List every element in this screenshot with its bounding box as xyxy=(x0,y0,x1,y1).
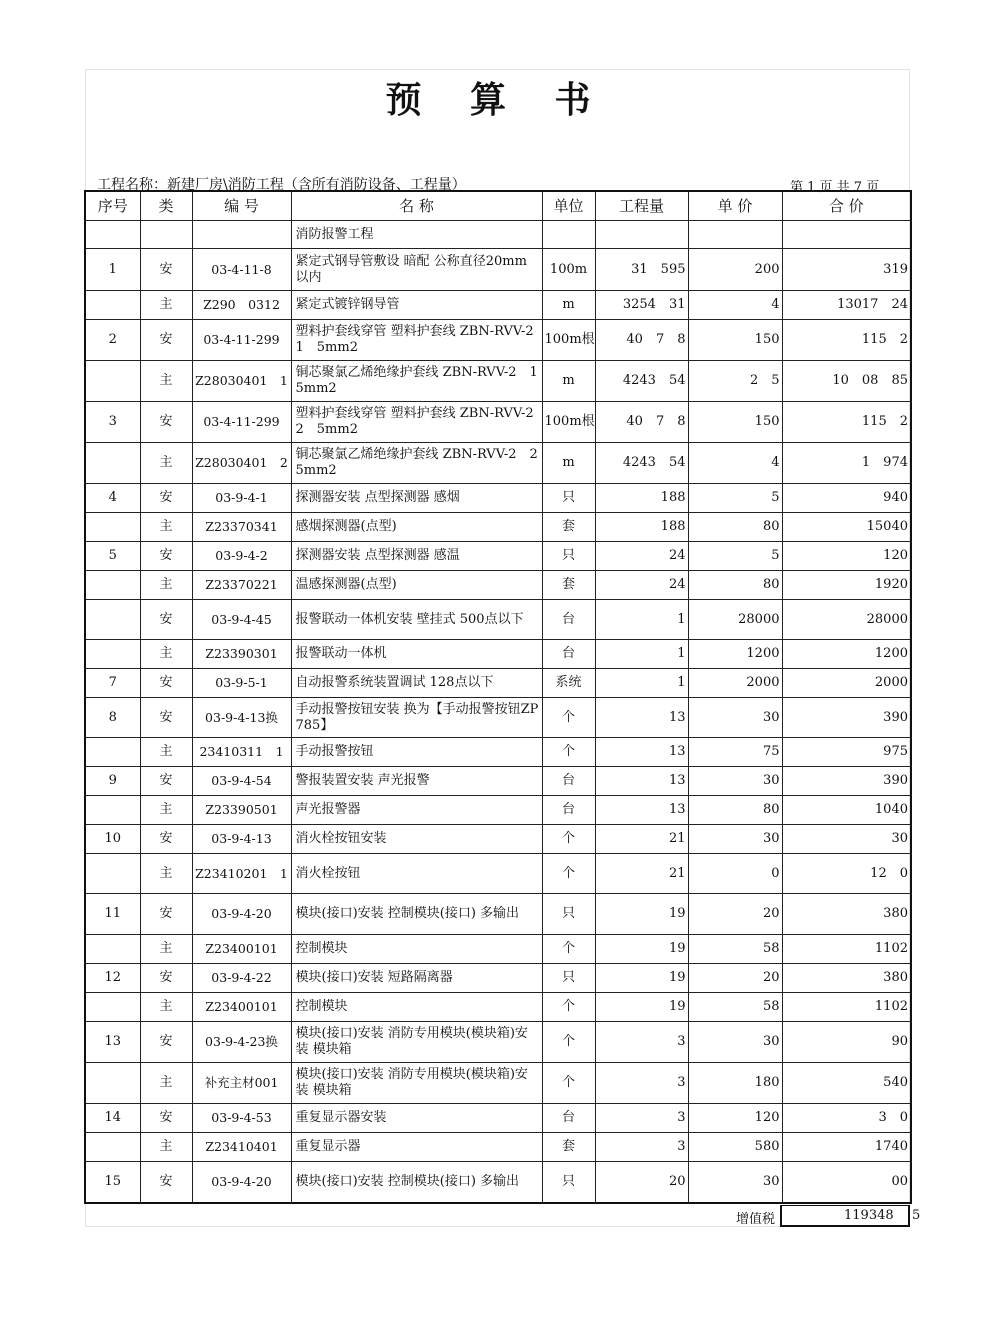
cell-code: Z23390501 xyxy=(192,796,291,825)
cell-price: 1200 xyxy=(688,640,782,669)
cell-no: 8 xyxy=(85,698,140,738)
cell-code: 03-9-4-53 xyxy=(192,1104,291,1133)
cell-name: 铜芯聚氯乙烯绝缘护套线 ZBN-RVV-2 1 5mm2 xyxy=(291,361,542,402)
cell-qty: 24 xyxy=(595,542,688,571)
table-row xyxy=(85,640,911,669)
header-type: 类 xyxy=(140,191,192,221)
cell-total: 1740 xyxy=(782,1133,911,1162)
cell-unit: 系统 xyxy=(542,669,595,698)
cell-price: 28000 xyxy=(688,600,782,640)
cell-code: 03-9-4-45 xyxy=(192,600,291,640)
cell-type: 主 xyxy=(140,935,192,964)
cell-total: 390 xyxy=(782,767,911,796)
cell-qty: 4243 54 xyxy=(595,443,688,484)
cell-price: 4 xyxy=(688,443,782,484)
cell-price xyxy=(688,221,782,249)
document-title: 预 算 书 xyxy=(385,80,609,121)
cell-type xyxy=(140,221,192,249)
cell-type: 安 xyxy=(140,1022,192,1063)
cell-total: 115 2 xyxy=(782,320,911,361)
cell-code: Z28030401 2 xyxy=(192,443,291,484)
cell-unit: 只 xyxy=(542,964,595,993)
cell-code: Z28030401 1 xyxy=(192,361,291,402)
cell-no: 11 xyxy=(85,894,140,935)
cell-code: 03-9-4-23换 xyxy=(192,1022,291,1063)
cell-unit: 个 xyxy=(542,993,595,1022)
cell-qty: 188 xyxy=(595,484,688,513)
cell-unit: 台 xyxy=(542,640,595,669)
cell-price: 30 xyxy=(688,767,782,796)
cell-price: 20 xyxy=(688,894,782,935)
cell-type: 安 xyxy=(140,402,192,443)
cell-unit: 个 xyxy=(542,854,595,894)
cell-no xyxy=(85,1063,140,1104)
page-info: 第 1 页 共 7 页 xyxy=(790,180,880,195)
cell-price: 30 xyxy=(688,825,782,854)
cell-unit: 100m根 xyxy=(542,320,595,361)
cell-type: 主 xyxy=(140,361,192,402)
cell-no: 13 xyxy=(85,1022,140,1063)
table-row xyxy=(85,320,911,361)
cell-price: 150 xyxy=(688,320,782,361)
tax-row xyxy=(84,1205,921,1227)
cell-qty: 13 xyxy=(595,698,688,738)
cell-price: 4 xyxy=(688,291,782,320)
cell-type: 主 xyxy=(140,1063,192,1104)
cell-total: 00 xyxy=(782,1162,911,1203)
cell-total: 12 0 xyxy=(782,854,911,894)
cell-name: 控制模块 xyxy=(291,935,542,964)
table-row xyxy=(85,600,911,640)
cell-no xyxy=(85,443,140,484)
cell-no: 7 xyxy=(85,669,140,698)
cell-qty: 19 xyxy=(595,894,688,935)
cell-name: 手动报警按钮 xyxy=(291,738,542,767)
cell-qty: 24 xyxy=(595,571,688,600)
table-row xyxy=(85,1133,911,1162)
cell-unit: 个 xyxy=(542,935,595,964)
cell-qty: 40 7 8 xyxy=(595,320,688,361)
cell-type: 安 xyxy=(140,320,192,361)
cell-type: 主 xyxy=(140,993,192,1022)
cell-price: 58 xyxy=(688,935,782,964)
table-row xyxy=(85,1063,911,1104)
cell-qty: 13 xyxy=(595,796,688,825)
cell-unit: 个 xyxy=(542,698,595,738)
cell-no: 15 xyxy=(85,1162,140,1203)
cell-no xyxy=(85,291,140,320)
cell-price: 580 xyxy=(688,1133,782,1162)
tax-extra: 5 xyxy=(912,1208,921,1223)
cell-code: Z23390301 xyxy=(192,640,291,669)
cell-code: Z23410201 1 xyxy=(192,854,291,894)
cell-code: Z290 0312 xyxy=(192,291,291,320)
header-price: 单 价 xyxy=(688,191,782,221)
cell-price: 150 xyxy=(688,402,782,443)
cell-name: 塑料护套线穿管 塑料护套线 ZBN-RVV-2 2 5mm2 xyxy=(291,402,542,443)
cell-price: 120 xyxy=(688,1104,782,1133)
table-row xyxy=(85,1104,911,1133)
cell-qty: 19 xyxy=(595,993,688,1022)
cell-type: 主 xyxy=(140,571,192,600)
cell-qty: 13 xyxy=(595,738,688,767)
cell-unit: 个 xyxy=(542,1022,595,1063)
cell-total: 10 08 85 xyxy=(782,361,911,402)
cell-total: 90 xyxy=(782,1022,911,1063)
cell-unit: 台 xyxy=(542,796,595,825)
cell-name: 模块(接口)安装 控制模块(接口) 多输出 xyxy=(291,1162,542,1203)
table-row xyxy=(85,221,911,249)
cell-code: 03-9-4-20 xyxy=(192,1162,291,1203)
cell-type: 主 xyxy=(140,738,192,767)
cell-price: 80 xyxy=(688,571,782,600)
cell-code: 23410311 1 xyxy=(192,738,291,767)
cell-unit xyxy=(542,221,595,249)
cell-unit: 套 xyxy=(542,1133,595,1162)
cell-total: 1040 xyxy=(782,796,911,825)
cell-total: 940 xyxy=(782,484,911,513)
table-row xyxy=(85,894,911,935)
cell-code: 03-9-4-13换 xyxy=(192,698,291,738)
cell-unit: 只 xyxy=(542,1162,595,1203)
cell-price: 5 xyxy=(688,542,782,571)
cell-qty: 4243 54 xyxy=(595,361,688,402)
cell-name: 手动报警按钮安装 换为【手动报警按钮ZP785】 xyxy=(291,698,542,738)
cell-code: Z23370221 xyxy=(192,571,291,600)
cell-total: 13017 24 xyxy=(782,291,911,320)
cell-name: 报警联动一体机 xyxy=(291,640,542,669)
tax-value: 119348 xyxy=(844,1208,894,1223)
cell-unit: 套 xyxy=(542,513,595,542)
cell-price: 30 xyxy=(688,1022,782,1063)
header-name: 名 称 xyxy=(291,191,542,221)
cell-code: 03-9-5-1 xyxy=(192,669,291,698)
cell-total: 975 xyxy=(782,738,911,767)
cell-qty: 3254 31 xyxy=(595,291,688,320)
cell-total: 30 xyxy=(782,825,911,854)
cell-no xyxy=(85,640,140,669)
cell-code: 03-9-4-13 xyxy=(192,825,291,854)
cell-code xyxy=(192,221,291,249)
table-row xyxy=(85,669,911,698)
cell-name: 温感探测器(点型) xyxy=(291,571,542,600)
cell-no: 12 xyxy=(85,964,140,993)
cell-total: 1 974 xyxy=(782,443,911,484)
table-row xyxy=(85,825,911,854)
cell-type: 主 xyxy=(140,443,192,484)
cell-qty: 1 xyxy=(595,600,688,640)
cell-total: 3 0 xyxy=(782,1104,911,1133)
cell-qty: 19 xyxy=(595,964,688,993)
cell-total: 319 xyxy=(782,249,911,291)
cell-price: 2 5 xyxy=(688,361,782,402)
cell-qty: 1 xyxy=(595,669,688,698)
cell-no xyxy=(85,600,140,640)
table-row xyxy=(85,796,911,825)
cell-type: 安 xyxy=(140,542,192,571)
cell-code: 03-9-4-22 xyxy=(192,964,291,993)
budget-table xyxy=(84,190,912,1204)
table-row xyxy=(85,443,911,484)
cell-type: 安 xyxy=(140,894,192,935)
cell-no xyxy=(85,1133,140,1162)
cell-qty: 13 xyxy=(595,767,688,796)
table-row xyxy=(85,1022,911,1063)
cell-total: 380 xyxy=(782,964,911,993)
cell-name: 探测器安装 点型探测器 感烟 xyxy=(291,484,542,513)
cell-type: 安 xyxy=(140,1104,192,1133)
cell-unit: 100m xyxy=(542,249,595,291)
cell-code: Z23400101 xyxy=(192,993,291,1022)
cell-no xyxy=(85,221,140,249)
cell-no xyxy=(85,854,140,894)
table-row xyxy=(85,1162,911,1203)
cell-total: 390 xyxy=(782,698,911,738)
cell-unit: 100m根 xyxy=(542,402,595,443)
cell-name: 铜芯聚氯乙烯绝缘护套线 ZBN-RVV-2 2 5mm2 xyxy=(291,443,542,484)
cell-type: 安 xyxy=(140,767,192,796)
table-row xyxy=(85,738,911,767)
cell-name: 自动报警系统装置调试 128点以下 xyxy=(291,669,542,698)
cell-price: 2000 xyxy=(688,669,782,698)
cell-code: Z23400101 xyxy=(192,935,291,964)
cell-no: 10 xyxy=(85,825,140,854)
cell-unit: 个 xyxy=(542,825,595,854)
cell-no: 1 xyxy=(85,249,140,291)
table-row xyxy=(85,993,911,1022)
tax-label: 增值税 xyxy=(736,1212,776,1227)
table-row xyxy=(85,571,911,600)
cell-qty: 3 xyxy=(595,1104,688,1133)
cell-name: 控制模块 xyxy=(291,993,542,1022)
cell-total: 15040 xyxy=(782,513,911,542)
cell-total: 120 xyxy=(782,542,911,571)
cell-type: 安 xyxy=(140,600,192,640)
cell-price: 5 xyxy=(688,484,782,513)
cell-type: 安 xyxy=(140,1162,192,1203)
cell-unit: 台 xyxy=(542,600,595,640)
table-row xyxy=(85,291,911,320)
cell-name: 紧定式钢导管敷设 暗配 公称直径20mm以内 xyxy=(291,249,542,291)
cell-name: 消火栓按钮安装 xyxy=(291,825,542,854)
table-row xyxy=(85,542,911,571)
cell-no xyxy=(85,361,140,402)
cell-total: 2000 xyxy=(782,669,911,698)
cell-code: 03-4-11-8 xyxy=(192,249,291,291)
cell-name: 模块(接口)安装 消防专用模块(模块箱)安装 模块箱 xyxy=(291,1063,542,1104)
cell-price: 180 xyxy=(688,1063,782,1104)
cell-type: 主 xyxy=(140,796,192,825)
cell-no xyxy=(85,738,140,767)
cell-total: 1920 xyxy=(782,571,911,600)
cell-name: 模块(接口)安装 控制模块(接口) 多输出 xyxy=(291,894,542,935)
cell-type: 安 xyxy=(140,964,192,993)
cell-code: 03-4-11-299 xyxy=(192,320,291,361)
cell-unit: 只 xyxy=(542,542,595,571)
cell-type: 主 xyxy=(140,513,192,542)
cell-qty: 21 xyxy=(595,825,688,854)
table-row xyxy=(85,361,911,402)
cell-price: 30 xyxy=(688,1162,782,1203)
cell-unit: 只 xyxy=(542,894,595,935)
cell-code: Z23370341 xyxy=(192,513,291,542)
cell-qty: 31 595 xyxy=(595,249,688,291)
cell-no: 5 xyxy=(85,542,140,571)
cell-unit: 台 xyxy=(542,767,595,796)
cell-price: 75 xyxy=(688,738,782,767)
cell-name: 消防报警工程 xyxy=(291,221,542,249)
table-row xyxy=(85,513,911,542)
cell-name: 警报装置安装 声光报警 xyxy=(291,767,542,796)
cell-type: 安 xyxy=(140,825,192,854)
table-row xyxy=(85,767,911,796)
cell-unit: 只 xyxy=(542,484,595,513)
cell-qty: 1 xyxy=(595,640,688,669)
cell-total: 1102 xyxy=(782,993,911,1022)
cell-no: 3 xyxy=(85,402,140,443)
header-no: 序号 xyxy=(85,191,140,221)
cell-code: 03-9-4-20 xyxy=(192,894,291,935)
cell-name: 重复显示器 xyxy=(291,1133,542,1162)
cell-qty: 19 xyxy=(595,935,688,964)
header-qty: 工程量 xyxy=(595,191,688,221)
cell-qty: 3 xyxy=(595,1063,688,1104)
table-row xyxy=(85,402,911,443)
cell-unit: m xyxy=(542,361,595,402)
cell-total: 1200 xyxy=(782,640,911,669)
cell-unit: m xyxy=(542,291,595,320)
table-row xyxy=(85,249,911,291)
cell-name: 感烟探测器(点型) xyxy=(291,513,542,542)
cell-name: 模块(接口)安装 消防专用模块(模块箱)安装 模块箱 xyxy=(291,1022,542,1063)
cell-no xyxy=(85,513,140,542)
cell-total: 380 xyxy=(782,894,911,935)
table-row xyxy=(85,935,911,964)
cell-unit: 台 xyxy=(542,1104,595,1133)
cell-unit: m xyxy=(542,443,595,484)
cell-total: 28000 xyxy=(782,600,911,640)
cell-total: 1102 xyxy=(782,935,911,964)
table-row xyxy=(85,484,911,513)
cell-no xyxy=(85,935,140,964)
cell-type: 主 xyxy=(140,640,192,669)
cell-no xyxy=(85,571,140,600)
cell-name: 报警联动一体机安装 壁挂式 500点以下 xyxy=(291,600,542,640)
cell-price: 200 xyxy=(688,249,782,291)
cell-qty: 21 xyxy=(595,854,688,894)
header-total: 合 价 xyxy=(782,191,911,221)
cell-qty: 40 7 8 xyxy=(595,402,688,443)
header-unit: 单位 xyxy=(542,191,595,221)
cell-name: 重复显示器安装 xyxy=(291,1104,542,1133)
cell-no xyxy=(85,796,140,825)
cell-name: 紧定式镀锌钢导管 xyxy=(291,291,542,320)
cell-price: 58 xyxy=(688,993,782,1022)
cell-type: 主 xyxy=(140,854,192,894)
cell-code: 03-9-4-54 xyxy=(192,767,291,796)
cell-price: 0 xyxy=(688,854,782,894)
cell-name: 声光报警器 xyxy=(291,796,542,825)
table-row xyxy=(85,964,911,993)
cell-qty: 188 xyxy=(595,513,688,542)
header-code: 编 号 xyxy=(192,191,291,221)
cell-no: 14 xyxy=(85,1104,140,1133)
cell-no: 4 xyxy=(85,484,140,513)
cell-code: 03-4-11-299 xyxy=(192,402,291,443)
cell-total: 540 xyxy=(782,1063,911,1104)
cell-type: 安 xyxy=(140,484,192,513)
cell-type: 主 xyxy=(140,1133,192,1162)
cell-type: 安 xyxy=(140,669,192,698)
cell-qty xyxy=(595,221,688,249)
cell-price: 80 xyxy=(688,513,782,542)
cell-name: 模块(接口)安装 短路隔离器 xyxy=(291,964,542,993)
cell-type: 主 xyxy=(140,291,192,320)
cell-unit: 套 xyxy=(542,571,595,600)
cell-code: 03-9-4-1 xyxy=(192,484,291,513)
table-row xyxy=(85,854,911,894)
cell-type: 安 xyxy=(140,698,192,738)
cell-code: Z23410401 xyxy=(192,1133,291,1162)
cell-qty: 20 xyxy=(595,1162,688,1203)
cell-no: 2 xyxy=(85,320,140,361)
cell-type: 安 xyxy=(140,249,192,291)
cell-total: 115 2 xyxy=(782,402,911,443)
cell-no xyxy=(85,993,140,1022)
cell-total xyxy=(782,221,911,249)
cell-name: 塑料护套线穿管 塑料护套线 ZBN-RVV-2 1 5mm2 xyxy=(291,320,542,361)
cell-no: 9 xyxy=(85,767,140,796)
cell-name: 消火栓按钮 xyxy=(291,854,542,894)
cell-code: 03-9-4-2 xyxy=(192,542,291,571)
cell-price: 20 xyxy=(688,964,782,993)
cell-unit: 个 xyxy=(542,738,595,767)
table-row xyxy=(85,698,911,738)
cell-price: 80 xyxy=(688,796,782,825)
cell-price: 30 xyxy=(688,698,782,738)
cell-unit: 个 xyxy=(542,1063,595,1104)
table-header-row xyxy=(85,191,911,221)
cell-name: 探测器安装 点型探测器 感温 xyxy=(291,542,542,571)
cell-qty: 3 xyxy=(595,1133,688,1162)
project-name: 工程名称：新建厂房\消防工程（含所有消防设备、工程量） xyxy=(97,177,466,193)
cell-code: 补充主材001 xyxy=(192,1063,291,1104)
cell-qty: 3 xyxy=(595,1022,688,1063)
